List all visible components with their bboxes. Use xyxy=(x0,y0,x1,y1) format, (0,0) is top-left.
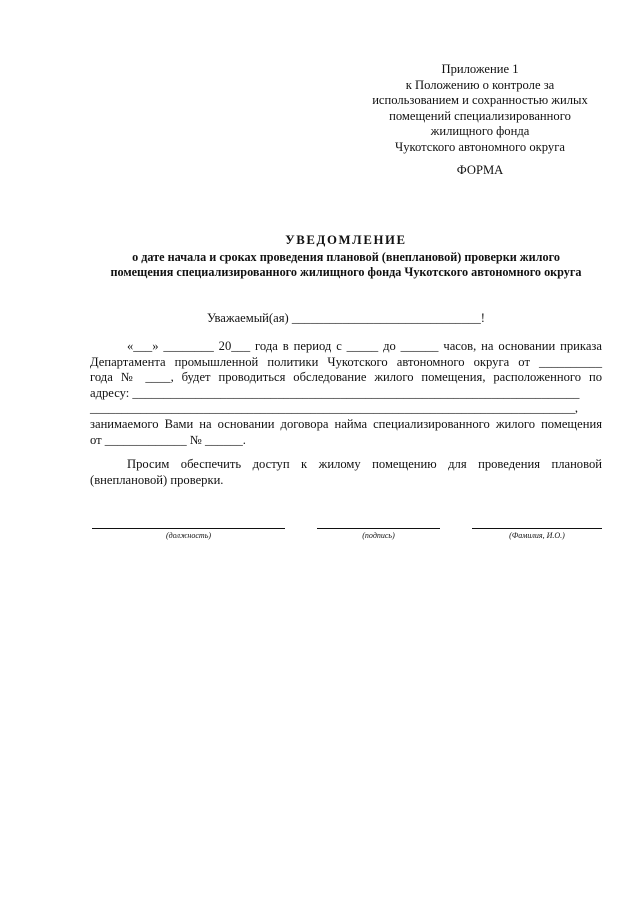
paragraph-line: занимаемого Вами на основании договора найма специализированного жилого помещения xyxy=(90,416,602,431)
appendix-line: Чукотского автономного округа xyxy=(395,139,565,154)
paragraph-line: _____________________________________________________________________________, xyxy=(90,401,579,416)
document-subtitle xyxy=(85,250,607,280)
appendix-header xyxy=(355,62,605,156)
appendix-line: использованием и сохранностью жилых xyxy=(372,93,588,108)
appendix-line: жилищного фонда xyxy=(430,124,530,139)
paragraph-line: адресу: _______________________________________________________________________ xyxy=(90,385,580,400)
signature-line xyxy=(317,528,440,529)
appendix-line: помещений специализированного xyxy=(389,108,571,123)
appendix-line: Приложение 1 xyxy=(441,62,519,76)
paragraph-line: Департамента промышленной политики Чукотского автономного округа от __________ xyxy=(90,354,602,369)
paragraph-line: от _____________ № ______. xyxy=(90,432,246,447)
position-signature-line xyxy=(92,528,285,529)
paragraph-line: Просим обеспечить доступ к жилому помещению для проведения плановой xyxy=(127,457,602,471)
name-signature-line xyxy=(472,528,602,529)
greeting-line: Уважаемый(ая) ______________________________! xyxy=(207,311,485,325)
appendix-line: к Положению о контроле за xyxy=(405,77,555,92)
signature-caption: (подпись) xyxy=(362,531,395,540)
document-title: УВЕДОМЛЕНИЕ xyxy=(285,233,407,247)
name-caption: (Фамилия, И.О.) xyxy=(509,531,565,540)
subtitle-line: помещения специализированного жилищного фонда Чукотского автономного округа xyxy=(110,265,582,279)
paragraph-line: (внеплановой) проверки. xyxy=(90,472,224,487)
request-paragraph xyxy=(90,457,602,488)
form-label: ФОРМА xyxy=(456,163,504,177)
paragraph-line: «___» ________ 20___ года в период с _____ до ______ часов, на основании приказа xyxy=(127,339,602,353)
subtitle-line: о дате начала и сроках проведения плановой (внеплановой) проверки жилого xyxy=(132,250,560,264)
notice-paragraph xyxy=(90,339,602,448)
position-caption: (должность) xyxy=(165,531,212,540)
paragraph-line: года № ____, будет проводиться обследование жилого помещения, расположенного по xyxy=(90,370,602,385)
